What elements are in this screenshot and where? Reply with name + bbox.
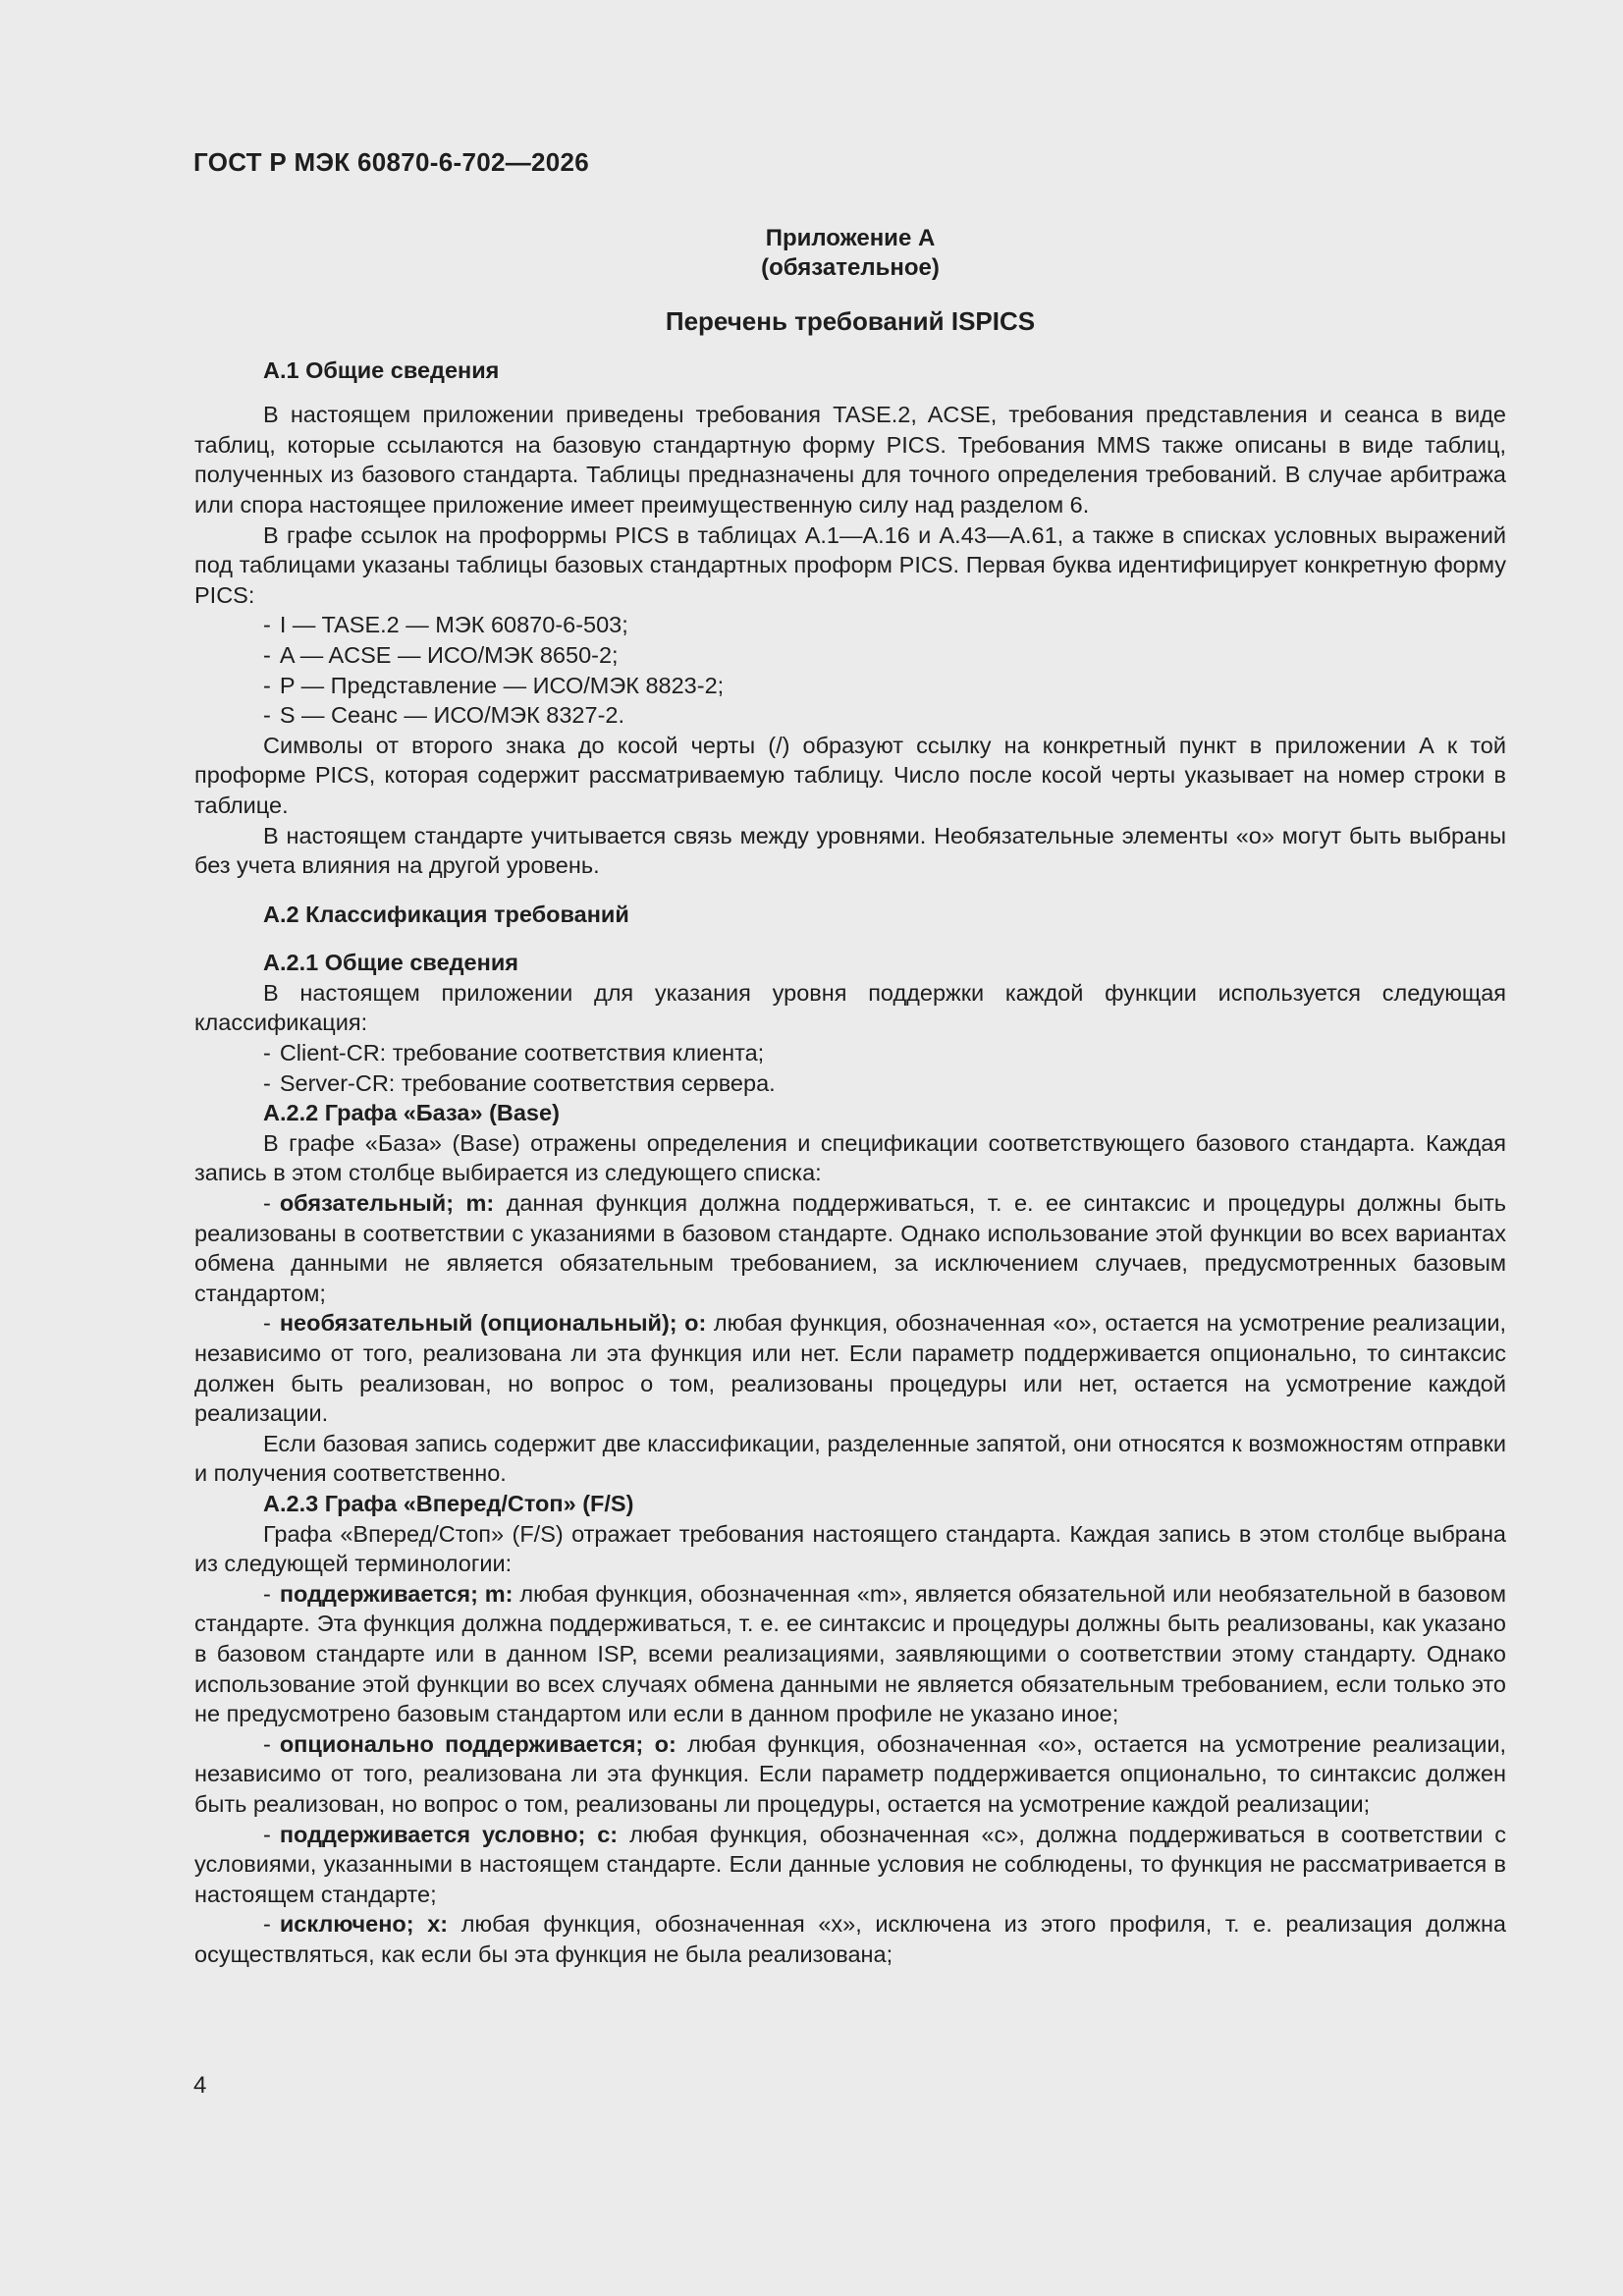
definition-text: любая функция, обозначенная «х», исключена из этого профиля, т. е. реализация должна осуществляться, как если бы эта функция не была реализована;	[194, 1911, 1506, 1967]
list-item-text: A — ACSE — ИСО/МЭК 8650-2;	[279, 641, 619, 668]
document-body	[194, 224, 1506, 1969]
paragraph: В настоящем приложении приведены требования TASE.2, ACSE, требования представления и сеанса в виде таблиц, которые ссылаются на базовую стандартную форму PICS. Требования MMS также описаны в виде таблиц, полученных из базового стандарта. Таблицы предназначены для точного определения требований. В случае арбитража или спора настоящее приложение имеет преимущественную силу над разделом 6.	[194, 402, 1506, 518]
list-item	[194, 671, 1506, 701]
definition-item	[194, 1820, 1506, 1910]
list-dash: -	[263, 1069, 271, 1096]
definition-term: необязательный (опциональный); о:	[279, 1310, 707, 1337]
list-dash: -	[263, 1580, 271, 1607]
definition-term: обязательный; m:	[279, 1190, 495, 1217]
list-dash: -	[263, 641, 271, 668]
paragraph: В настоящем приложении для указания уровня поддержки каждой функции используется следующая классификация:	[194, 979, 1506, 1036]
definition-term: опционально поддерживается; о:	[279, 1730, 676, 1757]
list-dash: -	[263, 1821, 271, 1847]
list-item	[194, 1038, 1506, 1068]
list-item-text: Client-CR: требование соответствия клиента;	[279, 1040, 765, 1066]
list-dash: -	[263, 1190, 271, 1217]
definition-text: любая функция, обозначенная «m», является обязательной или необязательной в базовом стандарте. Эта функция должна поддерживаться, т. е. ее синтаксис и процедуры должны быть реализованы, как указано в базовом стандарте или в данном ISP, всеми реализациями, заявляющими о соответствии этому стандарту. Однако использование этой функции во всех случаях обмена данными не является обязательным требованием, если только это не предусмотрено базовым стандартом или если в данном профиле не указано иное;	[194, 1580, 1506, 1727]
definition-item	[194, 1729, 1506, 1820]
section-a22-heading: А.2.2 Графа «База» (Base)	[263, 1100, 560, 1126]
list-dash: -	[263, 1040, 271, 1066]
list-item	[194, 1068, 1506, 1099]
appendix-status: (обязательное)	[761, 254, 940, 281]
definition-text: любая функция, обозначенная «о», остается на усмотрение реализации, независимо от того, реализована ли эта функция или нет. Если параметр поддерживается опционально, то синтаксис должен быть реализован, но вопрос о том, реализованы процедуры или нет, остается на усмотрение каждой реализации.	[194, 1310, 1506, 1427]
paragraph: В настоящем стандарте учитывается связь между уровнями. Необязательные элементы «о» могут быть выбраны без учета влияния на другой уровень.	[194, 822, 1506, 879]
paragraph: Графа «Вперед/Стоп» (F/S) отражает требования настоящего стандарта. Каждая запись в этом столбце выбрана из следующей терминологии:	[194, 1520, 1506, 1577]
definition-item	[194, 1909, 1506, 1969]
definition-term: исключено; х:	[279, 1911, 449, 1938]
list-dash: -	[263, 1911, 271, 1938]
definition-item	[194, 1308, 1506, 1428]
list-item	[194, 700, 1506, 731]
section-a2-heading: А.2 Классификация требований	[263, 901, 629, 927]
section-a21-heading: А.2.1 Общие сведения	[263, 950, 518, 976]
page-number: 4	[193, 2072, 207, 2099]
paragraph: Символы от второго знака до косой черты (/) образуют ссылку на конкретный пункт в приложении А к той проформе PICS, которая содержит рассматриваемую таблицу. Число после косой черты указывает на номер строки в таблице.	[194, 732, 1506, 818]
section-a23-heading: А.2.3 Графа «Вперед/Стоп» (F/S)	[263, 1490, 634, 1516]
definition-text: любая функция, обозначенная «о», остается на усмотрение реализации, независимо от того, реализована ли эта функция. Если параметр поддерживается опционально, то синтаксис должен быть реализован, но вопрос о том, реализованы ли процедуры, остается на усмотрение каждой реализации;	[194, 1730, 1506, 1817]
definition-item	[194, 1579, 1506, 1729]
appendix-heading: Перечень требований ISPICS	[665, 306, 1036, 336]
list-dash: -	[263, 702, 271, 729]
list-item-text: I — TASE.2 — МЭК 60870-6-503;	[279, 612, 628, 638]
list-item-text: Server-CR: требование соответствия сервера.	[279, 1069, 776, 1096]
list-item	[194, 640, 1506, 671]
definition-term: поддерживается условно; с:	[279, 1821, 619, 1847]
document-header: ГОСТ Р МЭК 60870-6-702—2026	[193, 147, 590, 177]
list-item-text: S — Сеанс — ИСО/МЭК 8327-2.	[279, 702, 624, 729]
definition-item	[194, 1188, 1506, 1308]
definition-text: данная функция должна поддерживаться, т. е. ее синтаксис и процедуры должны быть реализованы в соответствии с указаниями в базовом стандарте. Однако использование этой функции во всех вариантах обмена данными не является обязательным требованием, за исключением случаев, предусмотренных базовым стандартом;	[194, 1190, 1506, 1306]
list-dash: -	[263, 1310, 271, 1337]
paragraph: Если базовая запись содержит две классификации, разделенные запятой, они относятся к возможностям отправки и получения соответственно.	[194, 1430, 1506, 1487]
section-a1-heading: А.1 Общие сведения	[263, 356, 500, 383]
list-dash: -	[263, 672, 271, 698]
list-dash: -	[263, 612, 271, 638]
definition-term: поддерживается; m:	[279, 1580, 514, 1607]
paragraph: В графе «База» (Base) отражены определения и спецификации соответствующего базового стандарта. Каждая запись в этом столбце выбирается из следующего списка:	[194, 1129, 1506, 1186]
list-item	[194, 610, 1506, 640]
list-dash: -	[263, 1730, 271, 1757]
appendix-title: Приложение А	[765, 225, 936, 251]
paragraph: В графе ссылок на профоррмы PICS в таблицах А.1—А.16 и А.43—А.61, а также в списках условных выражений под таблицами указаны таблицы базовых стандартных проформ PICS. Первая буква идентифицирует конкретную форму PICS:	[194, 521, 1506, 608]
list-item-text: P — Представление — ИСО/МЭК 8823-2;	[279, 672, 725, 698]
definition-text: любая функция, обозначенная «с», должна поддерживаться в соответствии с условиями, указанными в настоящем стандарте. Если данные условия не соблюдены, то функция не рассматривается в настоящем стандарте;	[194, 1821, 1507, 1907]
